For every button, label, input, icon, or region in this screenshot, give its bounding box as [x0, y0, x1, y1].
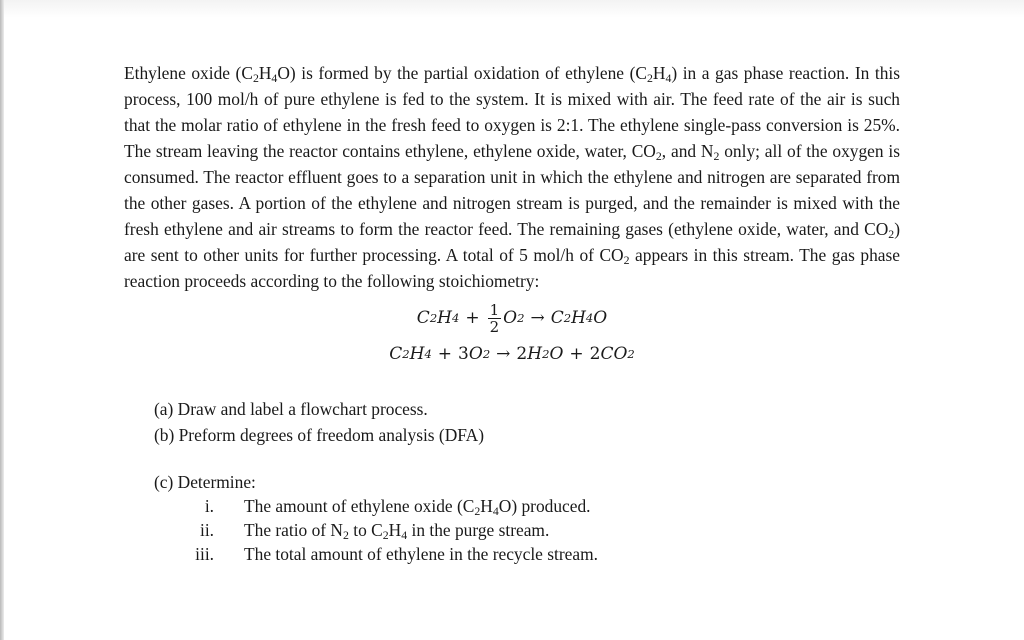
determine-section	[154, 470, 900, 566]
part-a: (a) Draw and label a flowchart process.	[154, 399, 428, 419]
equation-1: C 2 H 4 + $\frac{1}{2}$ O 2 → C 2 H 4 O	[416, 300, 608, 336]
stoichiometry-equations	[124, 300, 900, 372]
fraction-one-half: $\frac{1}{2}$	[489, 300, 500, 336]
determine-item: i. The amount of ethylene oxide $(C_2H_4O)$ produced.	[204, 496, 591, 518]
determine-heading: (c) Determine:	[154, 472, 256, 492]
determine-item: iii. The total amount of ethylene in the recycle stream.	[195, 544, 598, 564]
question-parts	[154, 396, 900, 448]
determine-item-text: The total amount of ethylene in the recycle stream.	[244, 544, 598, 564]
window-left-edge	[0, 0, 4, 640]
part-b: (b) Preform degrees of freedom analysis (DFA)	[154, 425, 484, 445]
determine-item: ii. The ratio of $N_2$ to $C_2H_4$ in the purge stream.	[199, 520, 550, 542]
window-top-edge	[4, 0, 1024, 18]
equation-2: C 2 H 4 + 3 O 2 → 2 H 2 O + 2 CO 2	[389, 344, 635, 364]
problem-paragraph: Ethylene oxide $(C_2H_4O)$ is formed by the partial oxidation of ethylene $(C_2H_4)$ in a gas phase reaction. In this process, 100 mol/h of pure ethylene is fed to the system. It is mixed with air. The feed rate of the air is such that the molar ratio of ethylene in the fresh feed to oxygen is 2:1. The ethylene single-pass conversion is 25%. The stream leaving the reactor contains ethylene, ethylene oxide, water, $CO_2$, and $N_2$ only; all of the oxygen is consumed. The reactor effluent goes to a separation unit in which the ethylene and nitrogen are separated from the other gases. A portion of the ethylene and nitrogen stream is purged, and the remainder is mixed with the fresh ethylene and air streams to form the reactor feed. The remaining gases (ethylene oxide, water, and $CO_2$) are sent to other units for further processing. A total of 5 mol/h of $CO_2$ appears in this stream. The gas phase reaction proceeds according to the following stoichiometry:	[124, 63, 900, 291]
determine-item-text: The amount of ethylene oxide $(C_2H_4O)$ produced.	[244, 496, 591, 518]
determine-item-text: The ratio of $N_2$ to $C_2H_4$ in the purge stream.	[244, 520, 550, 542]
document-page	[124, 60, 900, 566]
